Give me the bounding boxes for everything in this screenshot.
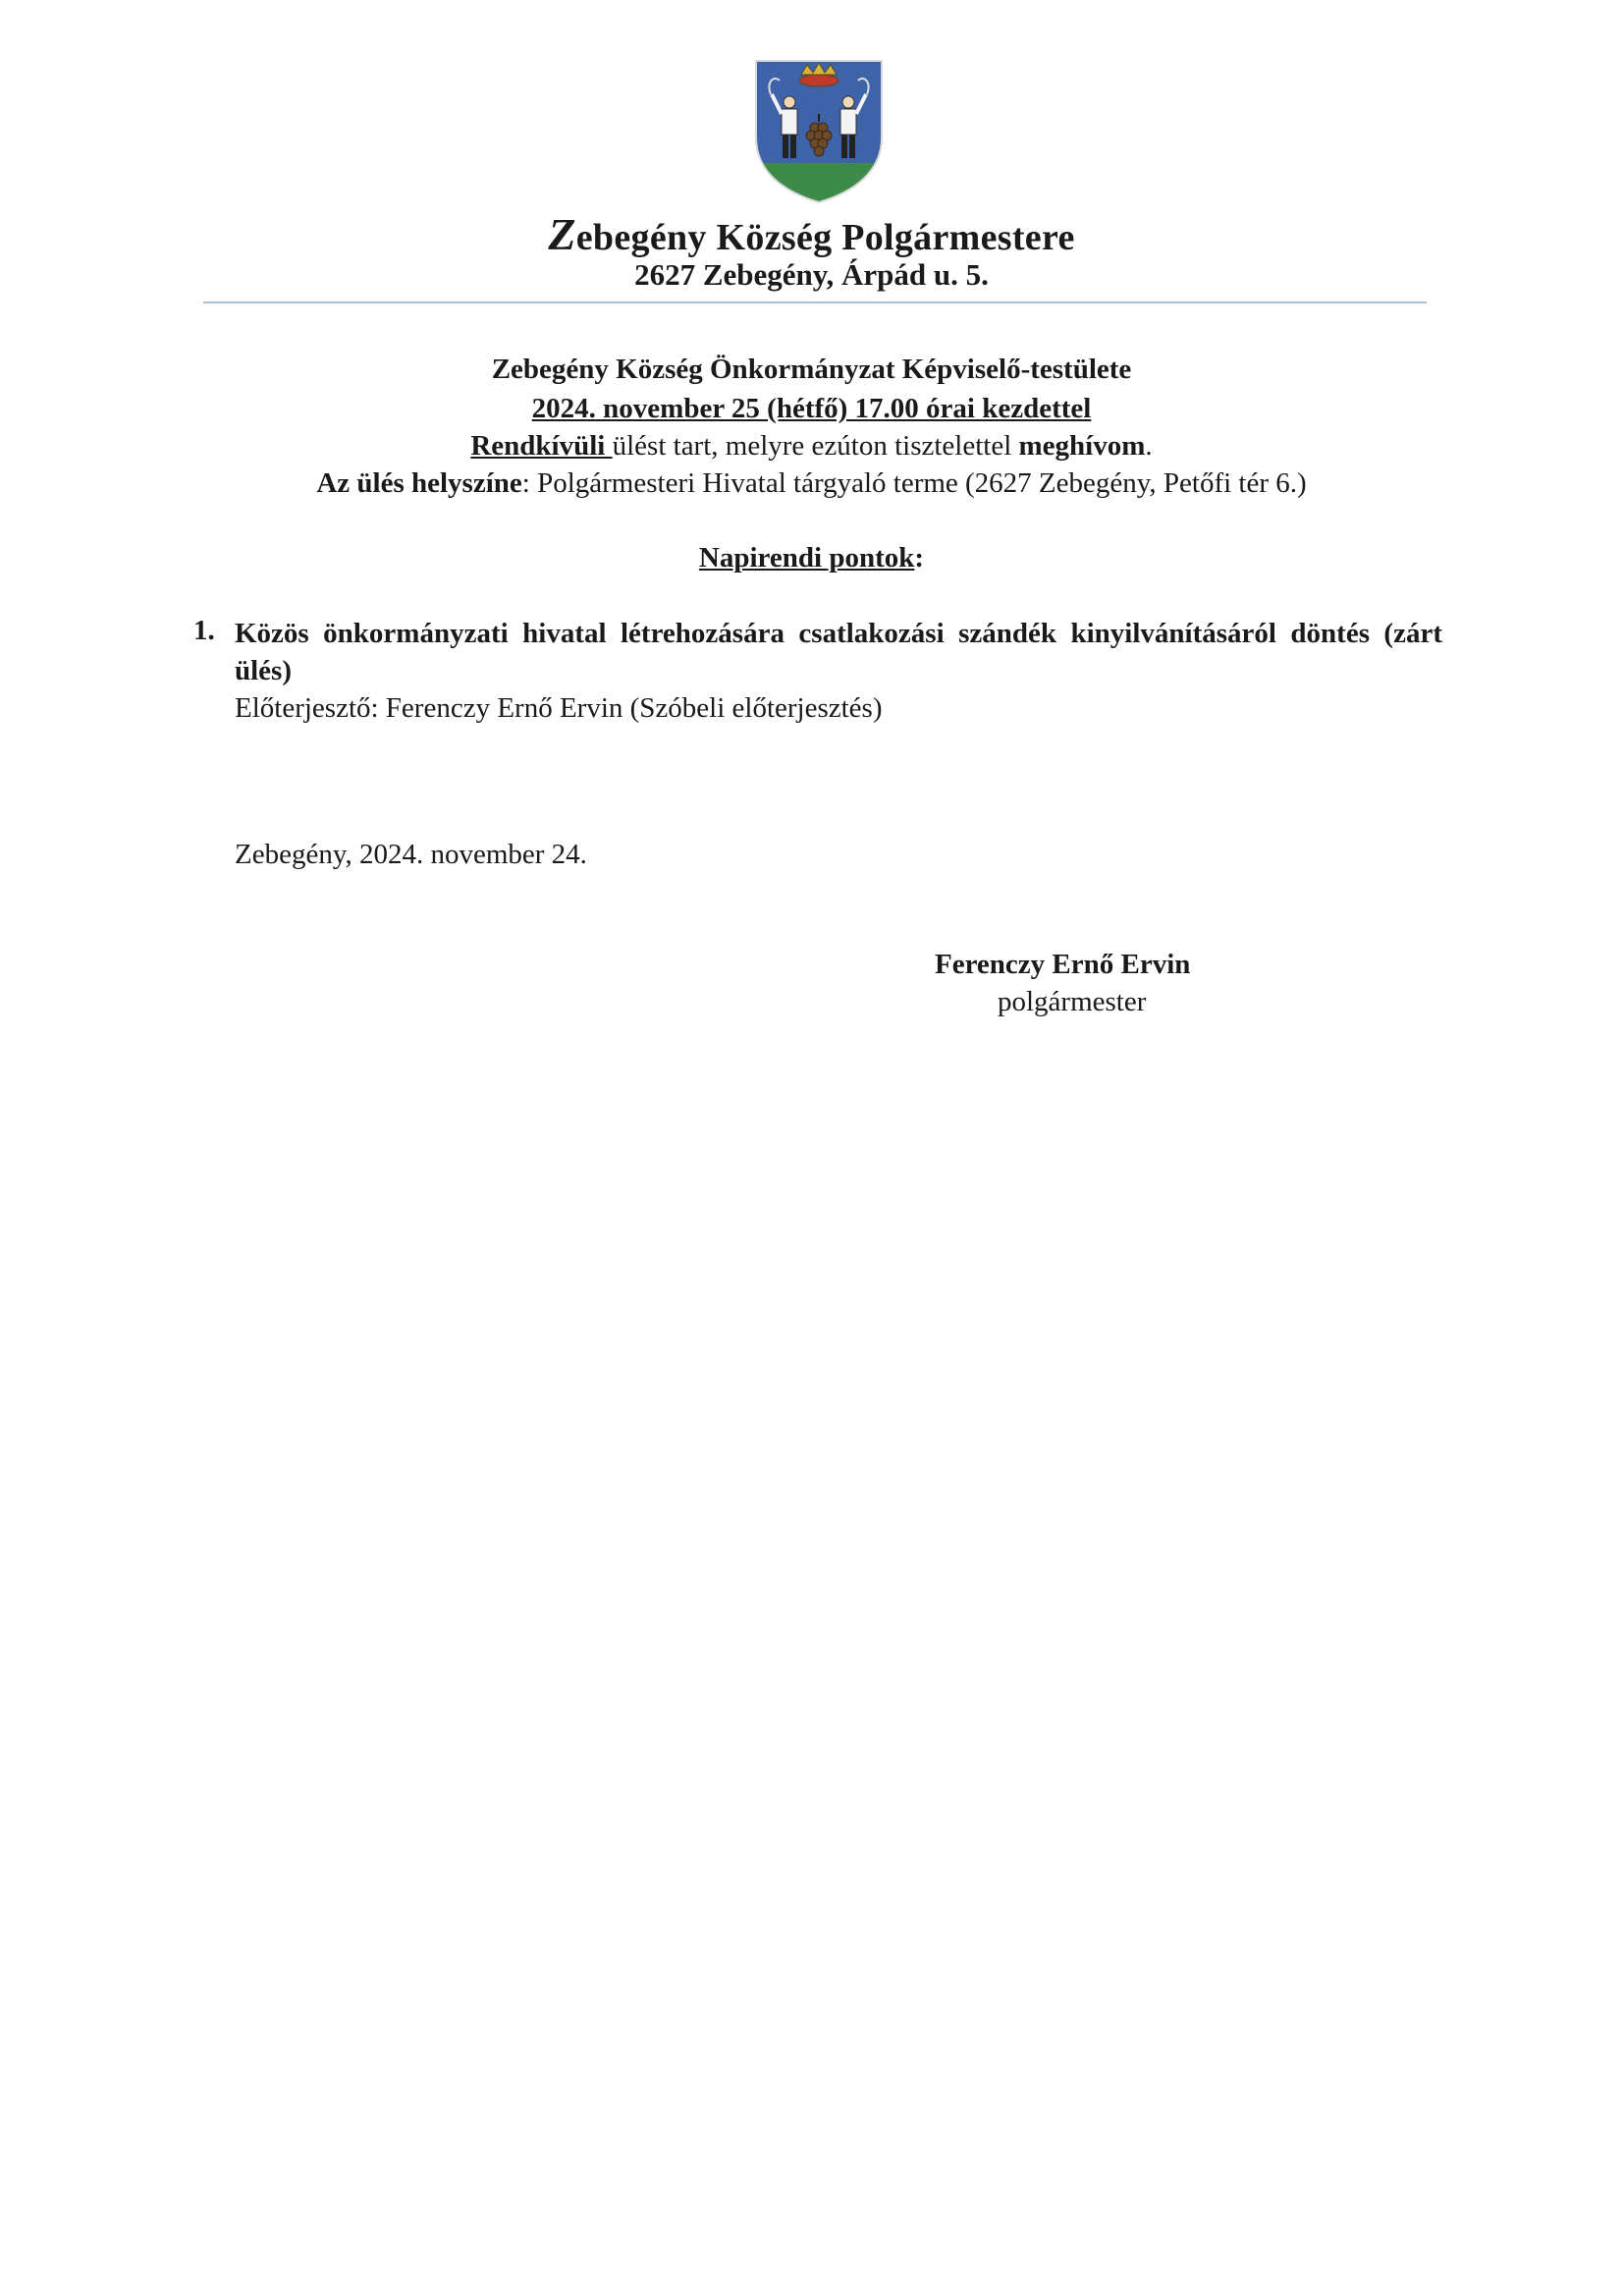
meeting-type-line xyxy=(0,430,1623,463)
location-colon: : xyxy=(521,467,538,499)
issuer-title-rest: ebegény Község Polgármestere xyxy=(575,217,1075,258)
signer-title: polgármester xyxy=(998,986,1147,1017)
header-divider xyxy=(203,301,1427,303)
meeting-sentence-end: . xyxy=(1145,430,1153,462)
location-value: Polgármesteri Hivatal tárgyaló terme (2627 Zebegény, Petőfi tér 6.) xyxy=(537,467,1307,499)
issuer-title xyxy=(0,208,1623,260)
meeting-location-line xyxy=(0,467,1623,500)
agenda-item-number: 1. xyxy=(193,615,215,646)
location-label: Az ülés helyszíne xyxy=(316,467,522,499)
issuer-title-initial: Z xyxy=(548,209,576,259)
place-and-date: Zebegény, 2024. november 24. xyxy=(235,839,587,870)
issuer-address: 2627 Zebegény, Árpád u. 5. xyxy=(634,257,989,292)
meeting-datetime: 2024. november 25 (hétfő) 17.00 órai kezdettel xyxy=(531,393,1092,424)
coat-of-arms-logo xyxy=(750,57,888,204)
invite-word: meghívom xyxy=(1018,430,1146,462)
agenda-list xyxy=(193,615,1442,727)
agenda-heading xyxy=(0,542,1623,574)
agenda-item-presenter: Előterjesztő: Ferenczy Ernő Ervin (Szóbeli előterjesztés) xyxy=(235,692,883,724)
agenda-heading-text: Napirendi pontok xyxy=(698,542,915,574)
agenda-item xyxy=(193,615,1442,727)
meeting-type-word: Rendkívüli xyxy=(470,430,613,462)
council-name: Zebegény Község Önkormányzat Képviselő-testülete xyxy=(491,354,1132,385)
signer-name: Ferenczy Ernő Ervin xyxy=(935,949,1191,980)
agenda-item-title: Közös önkormányzati hivatal létrehozására csatlakozási szándék kinyilvánításáról döntés (zárt ülés) xyxy=(235,618,1442,686)
meeting-sentence-middle: ülést tart, melyre ezúton tisztelettel xyxy=(612,430,1019,462)
agenda-heading-colon: : xyxy=(914,542,925,574)
